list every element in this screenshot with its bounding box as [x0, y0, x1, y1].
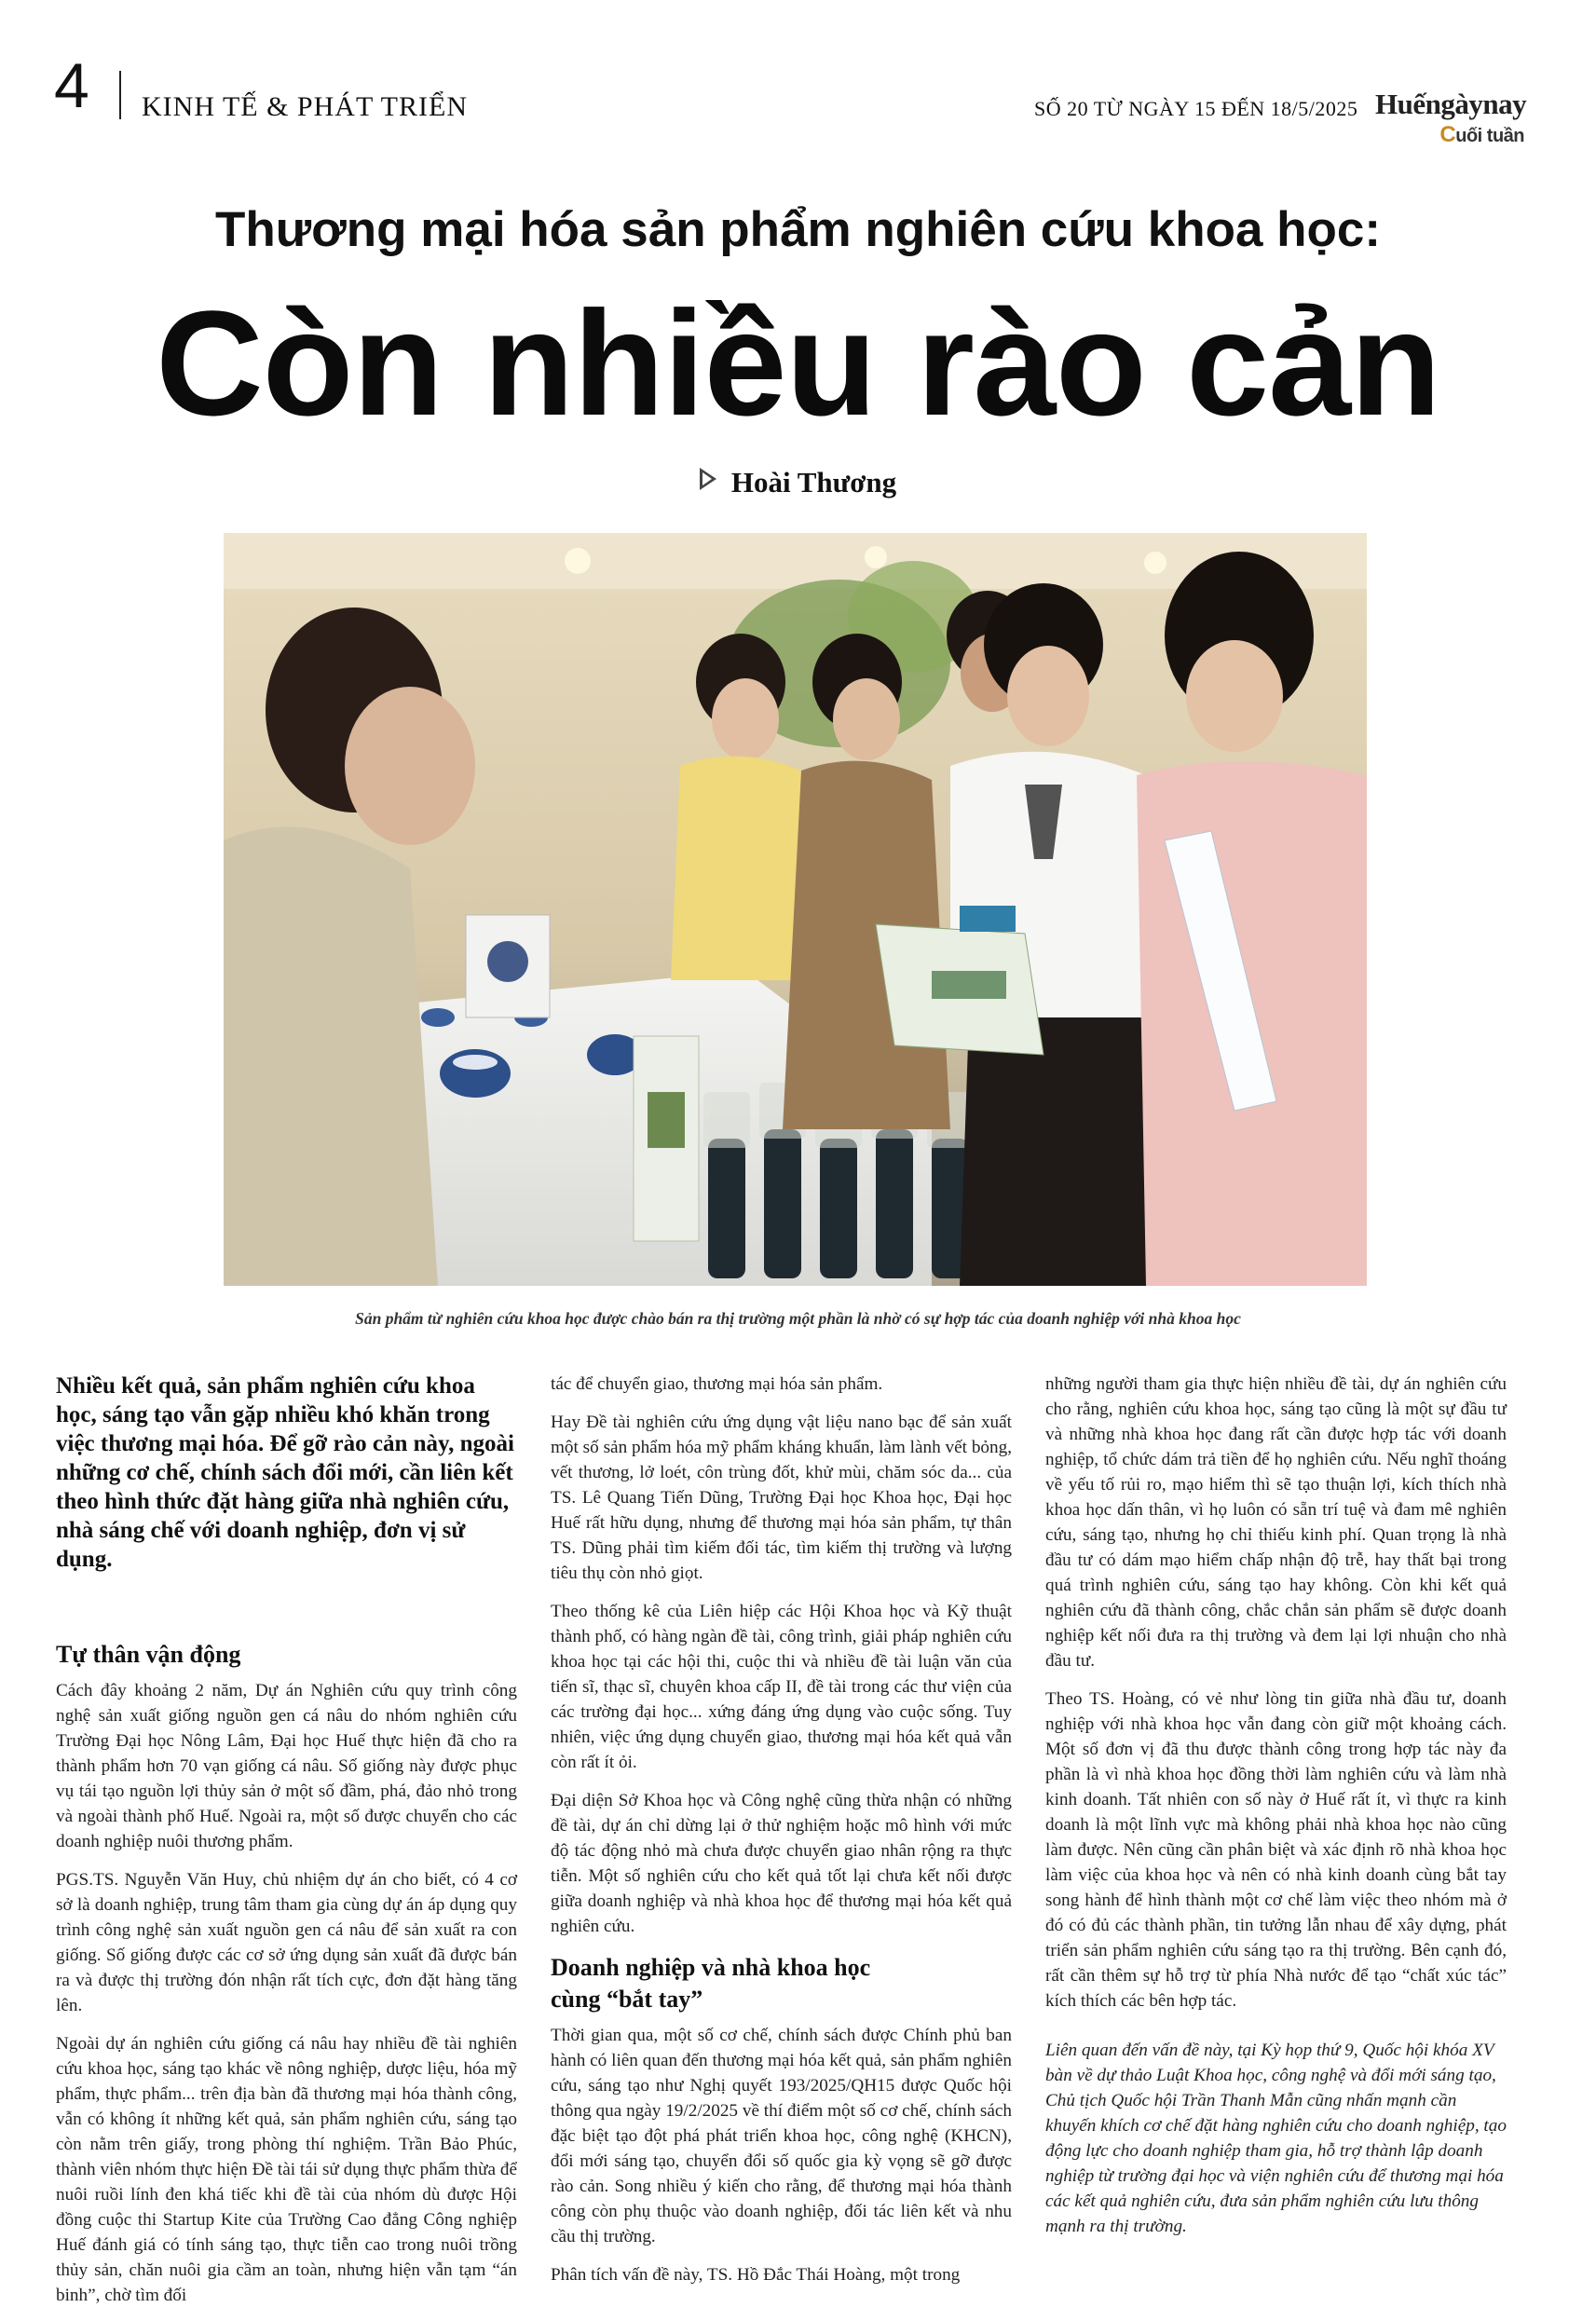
subhead-tu-than-van-dong: Tự thân vận động: [56, 1641, 241, 1668]
column-3: [1045, 1372, 1507, 2252]
byline-triangle-icon: [700, 468, 716, 490]
column-2: [551, 1372, 1012, 2301]
paragraph: Hay Đề tài nghiên cứu ứng dụng vật liệu nano bạc để sản xuất một số sản phẩm hóa mỹ phẩm kháng khuẩn, làm lành vết bỏng, vết thương, lở loét, côn trùng đốt, khử mùi, chăm sóc da... của TS. Lê Quang Tiến Dũng, Trường Đại học Khoa học, Đại học Huế rất hữu dụng, nhưng để thương mại hóa sản phẩm, tự thân TS. Dũng phải tìm kiếm đối tác, tìm kiếm thị trường và lượng tiêu thụ còn nhỏ giọt.: [551, 1413, 1012, 1583]
italic-note: Liên quan đến vấn đề này, tại Kỳ họp thứ 9, Quốc hội khóa XV bàn về dự thảo Luật Khoa học, công nghệ và đổi mới sáng tạo, Chủ tịch Quốc hội Trần Thanh Mẫn cũng nhấn mạnh cần khuyến khích cơ chế đặt hàng nghiên cứu cho doanh nghiệp, tạo động lực cho doanh nghiệp tham gia, hỗ trợ thành lập doanh nghiệp từ trường đại học và viện nghiên cứu để thương mại hóa các kết quả nghiên cứu, đưa sản phẩm nghiên cứu lưu thông mạnh ra thị trường.: [1045, 2041, 1507, 2236]
paragraph: những người tham gia thực hiện nhiều đề tài, dự án nghiên cứu cho rằng, nghiên cứu khoa học, sáng tạo cũng là một sự đầu tư và những nhà khoa học đang rất cần được hợp tác với doanh nghiệp, tổ chức dám trả tiền để họ nghiên cứu. Nếu nghĩ thoáng về yếu tố rủi ro, mạo hiểm thì sẽ tạo thuận lợi, kích thích nhà khoa học dấn thân, vì họ luôn có sẵn trí tuệ và đam mê nghiên cứu, sáng tạo, nhưng họ chỉ thiếu kinh phí. Quan trọng là nhà đầu tư có dám mạo hiểm chấp nhận độ trễ, hay thất bại trong quá trình nghiên cứu, sáng tạo hay không. Còn khi kết quả nghiên cứu đã thành công, chắc chắn sản phẩm sẽ được doanh nghiệp kết nối đưa ra thị trường và đem lại lợi nhuận cho nhà đầu tư.: [1045, 1374, 1507, 1671]
header-divider: [119, 71, 121, 119]
column-1: [56, 1372, 517, 2321]
paragraph: PGS.TS. Nguyễn Văn Huy, chủ nhiệm dự án cho biết, có 4 cơ sở là doanh nghiệp, trung tâm tham gia cùng dự án áp dụng quy trình công nghệ sản xuất nguồn gen cá nâu để sản xuất ra con giống. Số giống được các cơ sở ứng dụng sản xuất đã được bán ra và được thị trường đón nhận rất tích cực, đơn đặt hàng tăng lên.: [56, 1870, 517, 2015]
paragraph: Cách đây khoảng 2 năm, Dự án Nghiên cứu quy trình công nghệ sản xuất giống nguồn gen cá nâu do nhóm nghiên cứu Trường Đại học Nông Lâm, Đại học Huế thực hiện đã cho ra thành phẩm hơn 70 vạn giống cá nâu. Số giống này được phục vụ tái tạo nguồn lợi thủy sản ở một số đầm, phá, đảo nhỏ trong và ngoài thành phố Huế. Ngoài ra, một số được chuyển cho các doanh nghiệp nuôi thương phẩm.: [56, 1681, 517, 1851]
paragraph: Ngoài dự án nghiên cứu giống cá nâu hay nhiều đề tài nghiên cứu khoa học, sáng tạo khác về nông nghiệp, dược liệu, hóa mỹ phẩm, thực phẩm... trên địa bàn đã thương mại hóa thành công, vẫn có không ít những kết quả, sản phẩm nghiên cứu, sáng tạo còn nằm trên giấy, trong phòng thí nghiệm. Trần Bảo Phúc, thành viên nhóm thực hiện Đề tài tái sử dụng thực phẩm thừa để nuôi ruồi lính đen khá tiếc khi đề tài của nhóm dù được Hội đồng cuộc thi Startup Kite của Trường Cao đẳng Công nghiệp Huế đánh giá có tính sáng tạo, thực tiễn cao trong nuôi trồng thủy sản, chăn nuôi gia cầm an toàn, nhưng hiện vẫn tạm “án binh”, chờ tìm đối: [56, 2034, 517, 2305]
article-photo: [224, 533, 1367, 1286]
paragraph: tác để chuyển giao, thương mại hóa sản phẩm.: [551, 1374, 883, 1394]
subhead-doanh-nghiep: [551, 1952, 1012, 2015]
byline-author: Hoài Thương: [730, 466, 897, 498]
paragraph: Theo TS. Hoàng, có vẻ như lòng tin giữa nhà đầu tư, doanh nghiệp với nhà khoa học vẫn đang còn giữ một khoảng cách. Một số đơn vị đã thu được thành công trong hợp tác này đa phần là vì nhà khoa học đồng thời làm nghiên cứu và làm nhà kinh doanh. Tất nhiên con số này ở Huế rất ít, vì thực ra kinh doanh là một lĩnh vực mà không phải nhà khoa học nào cũng làm được. Nên cũng cần phân biệt và xác định rõ nhà khoa học làm việc của khoa học và nên có nhà kinh doanh cùng bắt tay song hành để hình thành một cơ chế làm việc theo nhóm mà ở đó có đủ các thành phần, tin tưởng lẫn nhau để xây dựng, phát triển sản phẩm nghiên cứu sáng tạo ra thị trường. Bên cạnh đó, rất cần thêm sự hỗ trợ từ phía Nhà nước để tạo “chất xúc tác” kích thích các bên hợp tác.: [1045, 1689, 1507, 2011]
logo-main: Huếngàynay: [1375, 88, 1527, 120]
photo-illustration: [224, 533, 1367, 1286]
section-name: KINH TẾ & PHÁT TRIỂN: [142, 91, 468, 122]
masthead-logo: [1375, 88, 1527, 147]
paragraph: Đại diện Sở Khoa học và Công nghệ cũng thừa nhận có những đề tài, dự án chỉ dừng lại ở thử nghiệm hoặc mô hình với mức độ tác động nhỏ mà chưa được chuyển giao nhân rộng ra thực tiễn. Một số nghiên cứu cho kết quả tốt lại chưa kết nối được giữa doanh nghiệp và nhà khoa học để thương mại hóa kết quả nghiên cứu.: [551, 1791, 1012, 1936]
page-number: 4: [54, 50, 89, 121]
article-lead: Nhiều kết quả, sản phẩm nghiên cứu khoa học, sáng tạo vẫn gặp nhiều khó khăn trong việc thương mại hóa. Để gỡ rào cản này, ngoài những cơ chế, chính sách đổi mới, cần liên kết theo hình thức đặt hàng giữa nhà nghiên cứu, nhà sáng chế với doanh nghiệp, đơn vị sử dụng.: [56, 1373, 515, 1572]
subhead-line-1: Doanh nghiệp và nhà khoa học: [551, 1954, 871, 1981]
photo-caption: Sản phẩm từ nghiên cứu khoa học được chào bán ra thị trường một phần là nhờ có sự hợp tác của doanh nghiệp với nhà khoa học: [355, 1309, 1241, 1328]
article-kicker: Thương mại hóa sản phẩm nghiên cứu khoa học:: [214, 202, 1382, 257]
paragraph: Theo thống kê của Liên hiệp các Hội Khoa học và Kỹ thuật thành phố, có hàng ngàn đề tài, công trình, giải pháp nghiên cứu khoa học tại các hội thi, cuộc thi và nhiều đề tài luận văn của tiến sĩ, thạc sĩ, chuyên khoa cấp II, đề tài trong các thư viện của các trường đại học... xứng đáng ứng dụng vào cuộc sống. Tuy nhiên, việc ứng dụng chuyển giao, thương mại hóa kết quả vẫn còn rất ít ỏi.: [551, 1602, 1012, 1772]
logo-sub-rest: uối tuần: [1455, 126, 1524, 146]
logo-sub: [1375, 124, 1524, 146]
article-byline: [0, 466, 1596, 499]
paragraph: Phân tích vấn đề này, TS. Hồ Đắc Thái Hoàng, một trong: [551, 2265, 961, 2285]
article-headline: Còn nhiều rào cản: [156, 280, 1440, 446]
subhead-line-2: cùng “bắt tay”: [551, 1986, 703, 2013]
paragraph: Thời gian qua, một số cơ chế, chính sách được Chính phủ ban hành có liên quan đến thương mại hóa kết quả, sản phẩm nghiên cứu, sáng tạo như Nghị quyết 193/2025/QH15 được Quốc hội thông qua ngày 19/2/2025 về thí điểm một số cơ chế, chính sách đặc biệt tạo đột phá phát triển khoa học, công nghệ (KHCN), đổi mới sáng tạo, chuyển đổi số quốc gia kỳ vọng sẽ gỡ được rào cản. Song nhiều ý kiến cho rằng, để thương mại hóa thành công còn phụ thuộc vào doanh nghiệp, đối tác liên kết và nhu cầu thị trường.: [551, 2026, 1012, 2246]
logo-sub-c: C: [1439, 122, 1456, 147]
issue-info: SỐ 20 TỪ NGÀY 15 ĐẾN 18/5/2025: [1034, 97, 1358, 120]
